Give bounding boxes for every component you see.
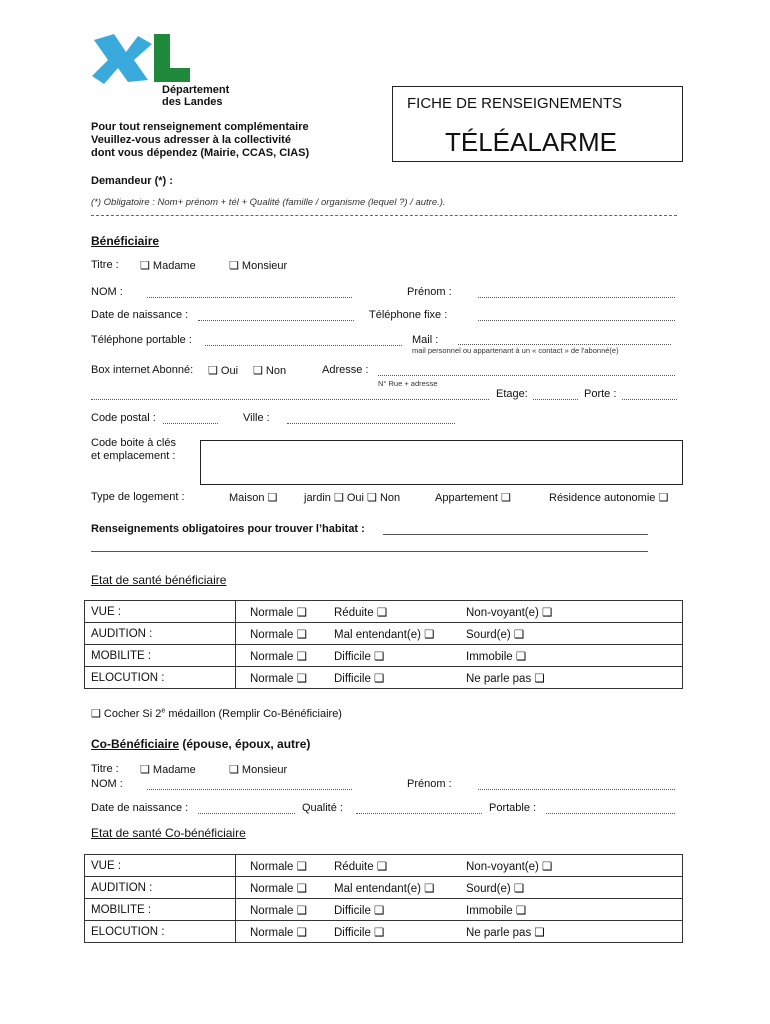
demandeur-line [91,215,677,216]
ville-label: Ville : [243,412,270,424]
madame-checkbox[interactable]: ❑ Madame [140,260,196,272]
habitat-field-line2[interactable] [91,551,648,552]
option-checkbox[interactable]: Non-voyant(e) ❑ [466,860,553,873]
row-label: MOBILITE : [85,899,236,921]
option-checkbox[interactable]: Normale ❑ [250,904,307,917]
row-label: MOBILITE : [85,645,236,667]
prenom-label: Prénom : [407,286,452,298]
beneficiaire-title: Bénéficiaire [91,234,160,248]
row-label: ELOCUTION : [85,921,236,943]
option-checkbox[interactable]: Sourd(e) ❑ [466,882,525,895]
co-naissance-field[interactable] [198,813,295,814]
option-checkbox[interactable]: Normale ❑ [250,606,307,619]
code-boite-line1: Code boite à clés [91,437,176,449]
option-checkbox[interactable]: Normale ❑ [250,882,307,895]
nom-label: NOM : [91,286,123,298]
table-row [85,877,683,899]
option-checkbox[interactable]: Ne parle pas ❑ [466,672,545,685]
habitat-label: Renseignements obligatoires pour trouver l’habitat : [91,523,365,535]
info-line2: Veuillez-vous adresser à la collectivité [91,134,291,146]
cobeneficiaire-heading [91,737,310,751]
etage-field[interactable] [533,399,578,400]
co-qualite-label: Qualité : [302,802,343,814]
mail-field[interactable] [458,344,671,345]
co-prenom-label: Prénom : [407,778,452,790]
prenom-field[interactable] [478,297,675,298]
row-label: AUDITION : [85,623,236,645]
adresse-field[interactable] [378,375,675,376]
option-checkbox[interactable]: Difficile ❑ [334,672,385,685]
row-label: VUE : [85,601,236,623]
code-postal-field[interactable] [163,423,218,424]
option-checkbox[interactable]: Normale ❑ [250,628,307,641]
tel-portable-label: Téléphone portable : [91,334,192,346]
row-label: VUE : [85,855,236,877]
info-line3: dont vous dépendez (Mairie, CCAS, CIAS) [91,147,310,159]
option-checkbox[interactable]: Normale ❑ [250,672,307,685]
medaillon-post: médaillon (Remplir Co-Bénéficiaire) [165,708,342,720]
naissance-label: Date de naissance : [91,309,189,321]
co-nom-field[interactable] [147,789,352,790]
option-checkbox[interactable]: Immobile ❑ [466,650,527,663]
monsieur-checkbox[interactable]: ❑ Monsieur [229,260,288,272]
adresse-note: N° Rue + adresse [378,379,438,388]
option-checkbox[interactable]: Normale ❑ [250,860,307,873]
cobeneficiaire-title-suffix: (épouse, époux, autre) [179,737,311,751]
logo-line2: des Landes [162,96,223,108]
code-boite-field[interactable] [200,440,683,485]
demandeur-note: (*) Obligatoire : Nom+ prénom + tél + Qualité (famille / organisme (lequel ?) / autre.). [91,197,446,208]
option-checkbox[interactable]: Réduite ❑ [334,606,388,619]
option-checkbox[interactable]: Immobile ❑ [466,904,527,917]
main-title: TÉLÉALARME [445,127,617,157]
row-label: AUDITION : [85,877,236,899]
option-checkbox[interactable]: Difficile ❑ [334,904,385,917]
table-row [85,623,683,645]
mail-note: mail personnel ou appartenant à un « contact » de l'abonné(e) [412,346,619,355]
etage-label: Etage: [496,388,528,400]
sante-beneficiaire-table [84,600,683,689]
co-portable-label: Portable : [489,802,537,814]
medaillon-sup: e [161,707,166,715]
departement-landes-logo [92,30,202,86]
table-row [85,855,683,877]
maison-checkbox[interactable]: Maison ❑ [229,492,278,504]
sante-cobeneficiaire-title: Etat de santé Co-bénéficiaire [91,826,246,840]
adresse-label: Adresse : [322,364,369,376]
table-row [85,601,683,623]
co-qualite-field[interactable] [356,813,482,814]
adresse-line2[interactable] [91,399,489,400]
titre-label: Titre : [91,259,119,271]
option-checkbox[interactable]: Normale ❑ [250,650,307,663]
appartement-checkbox[interactable]: Appartement ❑ [435,492,511,504]
demandeur-label: Demandeur (*) : [91,175,173,187]
logement-label: Type de logement : [91,491,185,503]
tel-portable-field[interactable] [205,345,402,346]
co-madame-checkbox[interactable]: ❑ Madame [140,764,196,776]
option-checkbox[interactable]: Mal entendant(e) ❑ [334,628,435,641]
table-row [85,667,683,689]
naissance-field[interactable] [198,320,354,321]
table-row [85,921,683,943]
co-monsieur-checkbox[interactable]: ❑ Monsieur [229,764,288,776]
porte-label: Porte : [584,388,617,400]
jardin-checkbox[interactable]: jardin ❑ Oui ❑ Non [304,492,401,504]
option-checkbox[interactable]: Ne parle pas ❑ [466,926,545,939]
box-non-checkbox[interactable]: ❑ Non [253,365,287,377]
sante-cobeneficiaire-table [84,854,683,943]
co-portable-field[interactable] [546,813,675,814]
box-label: Box internet Abonné: [91,364,194,376]
tel-fixe-label: Téléphone fixe : [369,309,448,321]
title-box [392,86,683,162]
option-checkbox[interactable]: Réduite ❑ [334,860,388,873]
residence-checkbox[interactable]: Résidence autonomie ❑ [549,492,669,504]
co-titre-label: Titre : [91,763,119,775]
ville-field[interactable] [287,423,455,424]
row-label: ELOCUTION : [85,667,236,689]
co-prenom-field[interactable] [478,789,675,790]
mail-label: Mail : [412,334,439,346]
medaillon-pre: ❑ Cocher Si 2 [91,708,162,720]
logo-line1: Département [162,84,230,96]
sante-beneficiaire-title: Etat de santé bénéficiaire [91,573,227,587]
nom-field[interactable] [147,297,352,298]
co-nom-label: NOM : [91,778,123,790]
table-row [85,645,683,667]
option-checkbox[interactable]: Non-voyant(e) ❑ [466,606,553,619]
medaillon-checkbox[interactable] [91,707,342,720]
fiche-title: FICHE DE RENSEIGNEMENTS [407,95,623,112]
box-oui-checkbox[interactable]: ❑ Oui [208,365,239,377]
option-checkbox[interactable]: Normale ❑ [250,926,307,939]
option-checkbox[interactable]: Difficile ❑ [334,926,385,939]
info-line1: Pour tout renseignement complémentaire [91,121,309,133]
cobeneficiaire-title: Co-Bénéficiaire [91,737,180,751]
table-row [85,899,683,921]
tel-fixe-field[interactable] [478,320,675,321]
option-checkbox[interactable]: Mal entendant(e) ❑ [334,882,435,895]
porte-field[interactable] [622,399,677,400]
code-boite-line2: et emplacement : [91,450,176,462]
code-postal-label: Code postal : [91,412,156,424]
co-naissance-label: Date de naissance : [91,802,189,814]
habitat-field[interactable] [383,534,648,535]
option-checkbox[interactable]: Sourd(e) ❑ [466,628,525,641]
option-checkbox[interactable]: Difficile ❑ [334,650,385,663]
